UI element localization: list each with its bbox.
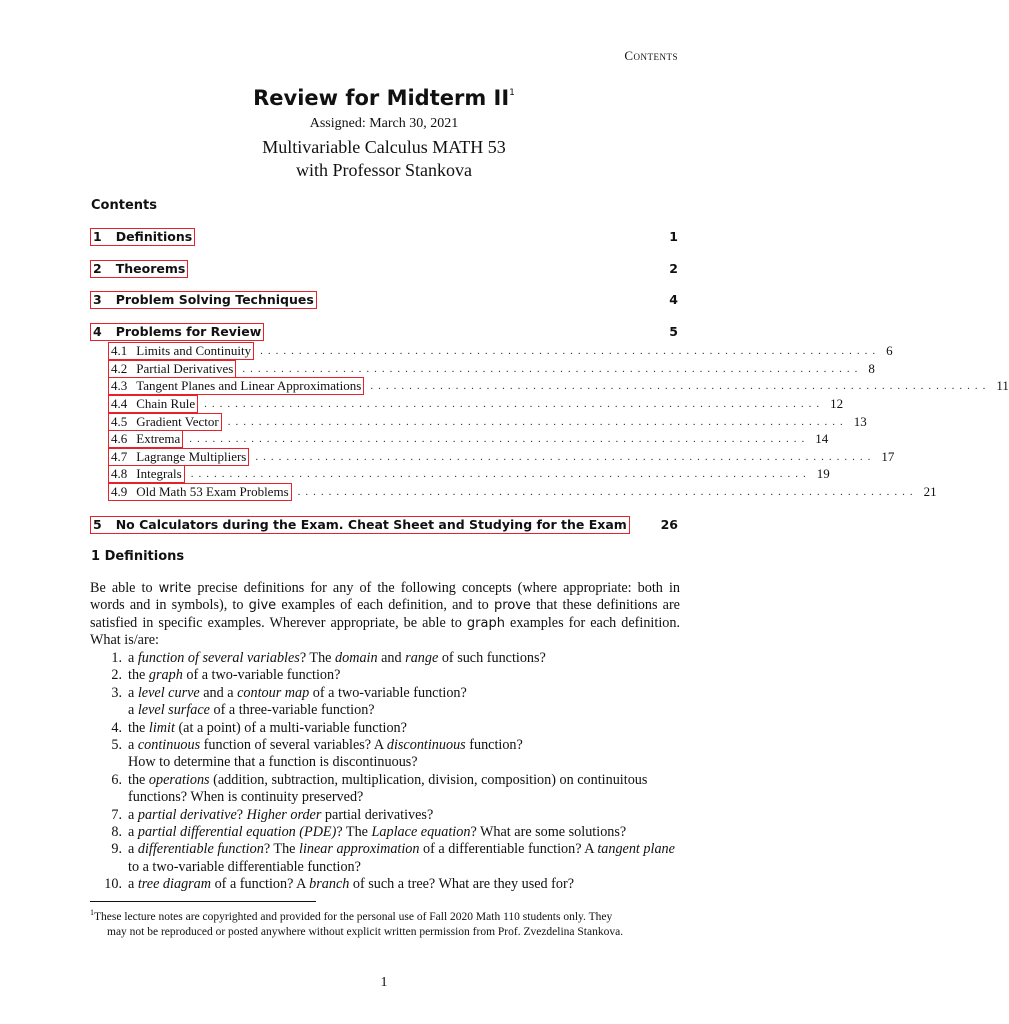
- text: the: [128, 719, 149, 736]
- list-item-number: 10.: [104, 876, 122, 893]
- toc-leader-dots: ................................................................................: [260, 345, 881, 358]
- list-item: [90, 685, 680, 720]
- document-title: [0, 86, 768, 110]
- page-number: 1: [380, 975, 388, 990]
- toc-subsection-title: Gradient Vector: [136, 413, 219, 429]
- toc-link-4.7[interactable]: [108, 448, 249, 466]
- toc-subsection-4.6: [108, 430, 829, 448]
- term: operations: [148, 771, 210, 788]
- text: partial derivatives?: [321, 806, 434, 823]
- toc-link-4.1[interactable]: [108, 342, 254, 360]
- list-item: [90, 667, 680, 684]
- toc-section-page: 2: [669, 260, 678, 276]
- list-item-text: [128, 876, 680, 893]
- toc-section-number: 3: [93, 292, 102, 307]
- term: level curve: [137, 684, 200, 701]
- table-of-contents: [90, 228, 1009, 536]
- toc-section-page: 1: [669, 229, 678, 244]
- toc-subsection-4.1: [108, 343, 893, 361]
- course-line-1: Multivariable Calculus MATH 53: [262, 137, 506, 157]
- toc-subsection-4.5: [108, 413, 867, 431]
- toc-subsection-page: 13: [853, 413, 867, 429]
- toc-link-4[interactable]: [90, 323, 264, 341]
- text: ? The: [299, 650, 336, 666]
- text: to a two-variable differentiable function?: [128, 858, 361, 875]
- toc-subsection-number: 4.3: [111, 378, 128, 394]
- title-text: Review for Midterm II: [253, 86, 510, 110]
- toc-leader-dots: ................................................................................: [255, 450, 876, 463]
- toc-section-3: [90, 291, 678, 311]
- text: of such functions?: [438, 650, 546, 666]
- term: Laplace equation: [371, 824, 471, 841]
- list-item: [90, 772, 680, 807]
- toc-section-2: [90, 260, 678, 280]
- toc-subsection-number: 4.7: [111, 448, 128, 464]
- text: a: [128, 737, 138, 754]
- list-item-number: 6.: [111, 771, 122, 788]
- text: the: [128, 667, 149, 684]
- course-line-2: with Professor Stankova: [296, 160, 472, 180]
- term: tangent plane: [597, 841, 675, 858]
- toc-link-4.8[interactable]: [108, 465, 185, 483]
- footnote-line-1: These lecture notes are copyrighted and provided for the personal use of Fall 2020 Math 110 students only. They: [94, 910, 613, 923]
- toc-section-page: 4: [669, 292, 678, 307]
- toc-subsection-title: Tangent Planes and Linear Approximations: [136, 378, 362, 394]
- list-item-text: [128, 807, 680, 824]
- course-name: [0, 136, 768, 182]
- list-item-text: [128, 824, 680, 841]
- term: tree diagram: [137, 876, 212, 893]
- running-head: Contents: [624, 48, 678, 63]
- list-item-number: 7.: [111, 806, 122, 823]
- text: ?: [236, 806, 247, 823]
- toc-subsection-number: 4.9: [111, 484, 128, 500]
- toc-subsection-number: 4.5: [111, 413, 128, 429]
- toc-subsection-4.9: [108, 483, 937, 501]
- list-item: [90, 876, 680, 893]
- list-item: [90, 720, 680, 737]
- assigned-date: Assigned: March 30, 2021: [309, 116, 459, 131]
- toc-leader-dots: ................................................................................: [204, 398, 825, 411]
- text: a: [128, 806, 138, 823]
- footnote-rule: [90, 901, 316, 902]
- toc-subsection-page: 6: [886, 343, 893, 359]
- toc-subsection-title: Old Math 53 Exam Problems: [136, 484, 289, 500]
- term: domain: [335, 650, 378, 666]
- list-item-text: [128, 737, 680, 772]
- list-item-text: [128, 841, 680, 876]
- toc-subsection-title: Integrals: [136, 466, 182, 482]
- toc-section-page: 5: [669, 323, 678, 339]
- term: limit: [148, 719, 175, 736]
- toc-section-number: 5: [93, 516, 102, 532]
- toc-subsection-4.7: [108, 448, 895, 466]
- toc-section-title: Definitions: [115, 229, 193, 244]
- toc-section-1: [90, 228, 678, 248]
- text: of a two-variable function?: [309, 684, 467, 701]
- toc-section-title: Theorems: [115, 260, 186, 276]
- list-item-text: [128, 667, 680, 684]
- toc-subsection-title: Lagrange Multipliers: [136, 448, 247, 464]
- toc-link-4.5[interactable]: [108, 413, 222, 431]
- intro-text: precise definitions for any of the following concepts (where appropriate: both in words and in symbols), to: [90, 580, 680, 614]
- term: branch: [309, 876, 350, 893]
- keyword: write: [158, 581, 192, 596]
- term: discontinuous: [386, 737, 466, 754]
- title-block: [0, 86, 768, 182]
- list-item-number: 1.: [111, 650, 122, 666]
- list-item: [90, 824, 680, 841]
- toc-subsection-4.8: [108, 466, 830, 484]
- text: function of several variables? A: [200, 737, 387, 754]
- term: linear approximation: [299, 841, 420, 858]
- toc-subsection-page: 14: [815, 431, 829, 447]
- toc-leader-dots: ................................................................................: [242, 362, 863, 375]
- toc-link-5[interactable]: [90, 516, 630, 534]
- toc-link-3[interactable]: [90, 291, 317, 309]
- term: range: [405, 650, 439, 666]
- text: of a three-variable function?: [209, 702, 375, 719]
- text: a: [128, 824, 138, 841]
- toc-section-title: Problem Solving Techniques: [115, 292, 314, 307]
- list-item-number: 9.: [111, 841, 122, 858]
- list-item-text: [128, 685, 680, 720]
- text: a: [128, 841, 138, 858]
- list-item-text: [128, 720, 680, 737]
- toc-link-4.4[interactable]: [108, 395, 198, 413]
- list-item-number: 8.: [111, 824, 122, 841]
- text: a: [128, 684, 138, 701]
- footnote-mark: 1: [90, 908, 94, 917]
- toc-section-title: No Calculators during the Exam. Cheat Sheet and Studying for the Exam: [115, 516, 627, 532]
- list-item-number: 2.: [111, 667, 122, 684]
- intro-text: examples for each definition. What is/are:: [90, 614, 680, 649]
- toc-subsection-title: Partial Derivatives: [136, 360, 234, 376]
- text: of such a tree? What are they used for?: [349, 876, 575, 893]
- toc-link-4.6[interactable]: [108, 430, 183, 448]
- toc-subsection-page: 19: [816, 466, 830, 482]
- toc-subsection-page: 17: [881, 448, 895, 464]
- list-item-text: [128, 772, 680, 807]
- footnote-line-2: may not be reproduced or posted anywhere without explicit written permission from Prof. Zvezdelina Stankova.: [107, 925, 624, 938]
- term: differentiable function: [137, 841, 264, 858]
- text: the: [128, 771, 149, 788]
- toc-section-page: 26: [660, 516, 678, 532]
- toc-subsection-number: 4.6: [111, 431, 128, 447]
- contents-heading: Contents: [91, 198, 157, 213]
- text: ? The: [263, 841, 300, 858]
- term: partial derivative: [137, 806, 237, 823]
- text: a: [128, 702, 138, 719]
- text: How to determine that a function is discontinuous?: [128, 754, 418, 771]
- toc-leader-dots: ................................................................................: [297, 486, 918, 499]
- text: (at a point) of a multi-variable function?: [174, 719, 407, 736]
- term: function of several variables: [137, 650, 300, 666]
- toc-subsection-title: Chain Rule: [136, 396, 196, 412]
- toc-link-1[interactable]: [90, 228, 195, 246]
- title-footnote-mark[interactable]: 1: [509, 88, 515, 98]
- definitions-list: [90, 650, 680, 894]
- toc-subsection-page: 21: [923, 484, 937, 500]
- toc-subsection-title: Extrema: [136, 431, 181, 447]
- list-item-number: 4.: [111, 719, 122, 736]
- text: of a differentiable function? A: [419, 841, 598, 858]
- toc-subsection-number: 4.8: [111, 466, 128, 482]
- toc-section-title: Problems for Review: [115, 323, 262, 339]
- toc-subsection-number: 4.1: [111, 343, 128, 359]
- keyword: prove: [493, 598, 531, 614]
- keyword: graph: [466, 615, 505, 631]
- list-item-text: [128, 650, 680, 667]
- toc-leader-dots: ................................................................................: [189, 433, 810, 446]
- toc-link-4.3[interactable]: [108, 377, 364, 395]
- toc-section-number: 4: [93, 323, 102, 339]
- toc-section-4: [90, 323, 678, 343]
- toc-subsection-4.3: [108, 378, 1009, 396]
- text: of a function? A: [211, 876, 310, 893]
- toc-subsection-number: 4.4: [111, 396, 128, 412]
- toc-leader-dots: ................................................................................: [227, 415, 848, 428]
- text: a: [128, 650, 138, 666]
- toc-subsection-page: 12: [830, 396, 844, 412]
- toc-subsection-number: 4.2: [111, 360, 128, 376]
- list-item: [90, 841, 680, 876]
- toc-subsection-4.2: [108, 360, 875, 378]
- toc-link-4.2[interactable]: [108, 360, 236, 378]
- toc-leader-dots: ................................................................................: [370, 380, 991, 393]
- term: graph: [148, 667, 183, 684]
- term: level surface: [137, 702, 210, 719]
- section-heading-definitions: 1 Definitions: [91, 549, 185, 564]
- text: and: [377, 650, 406, 666]
- text: ? The: [336, 824, 372, 841]
- toc-link-2[interactable]: [90, 260, 188, 278]
- text: (addition, subtraction, multiplication, division, composition) on continuitous functions? When is continuity preserved?: [128, 771, 648, 806]
- toc-subsection-page: 8: [868, 360, 875, 376]
- term: continuous: [137, 737, 201, 754]
- footnote: [90, 905, 680, 940]
- term: Higher order: [246, 806, 322, 823]
- intro-text: Be able to: [90, 580, 159, 596]
- list-item-number: 5.: [111, 737, 122, 754]
- definitions-intro: [90, 580, 680, 650]
- list-item-number: 3.: [111, 684, 122, 701]
- toc-section-number: 1: [93, 229, 102, 244]
- toc-subsection-title: Limits and Continuity: [136, 343, 252, 359]
- intro-text: that these definitions are satisfied in specific examples. Wherever appropriate, be able to: [90, 597, 680, 631]
- text: and a: [199, 684, 238, 701]
- toc-link-4.9[interactable]: [108, 483, 292, 501]
- list-item: [90, 807, 680, 824]
- toc-leader-dots: ................................................................................: [190, 468, 811, 481]
- term: contour map: [237, 684, 310, 701]
- keyword: give: [248, 598, 277, 614]
- text: function?: [465, 737, 523, 754]
- list-item: [90, 737, 680, 772]
- intro-text: examples of each definition, and to: [276, 597, 494, 614]
- toc-section-number: 2: [93, 260, 102, 276]
- term: partial differential equation (PDE): [137, 824, 337, 841]
- toc-subsection-4.4: [108, 395, 844, 413]
- list-item: [90, 650, 680, 667]
- toc-subsection-page: 11: [996, 378, 1009, 394]
- toc-section-5: [90, 516, 678, 536]
- text: of a two-variable function?: [182, 667, 341, 684]
- text: a: [128, 876, 138, 893]
- text: ? What are some solutions?: [470, 824, 627, 841]
